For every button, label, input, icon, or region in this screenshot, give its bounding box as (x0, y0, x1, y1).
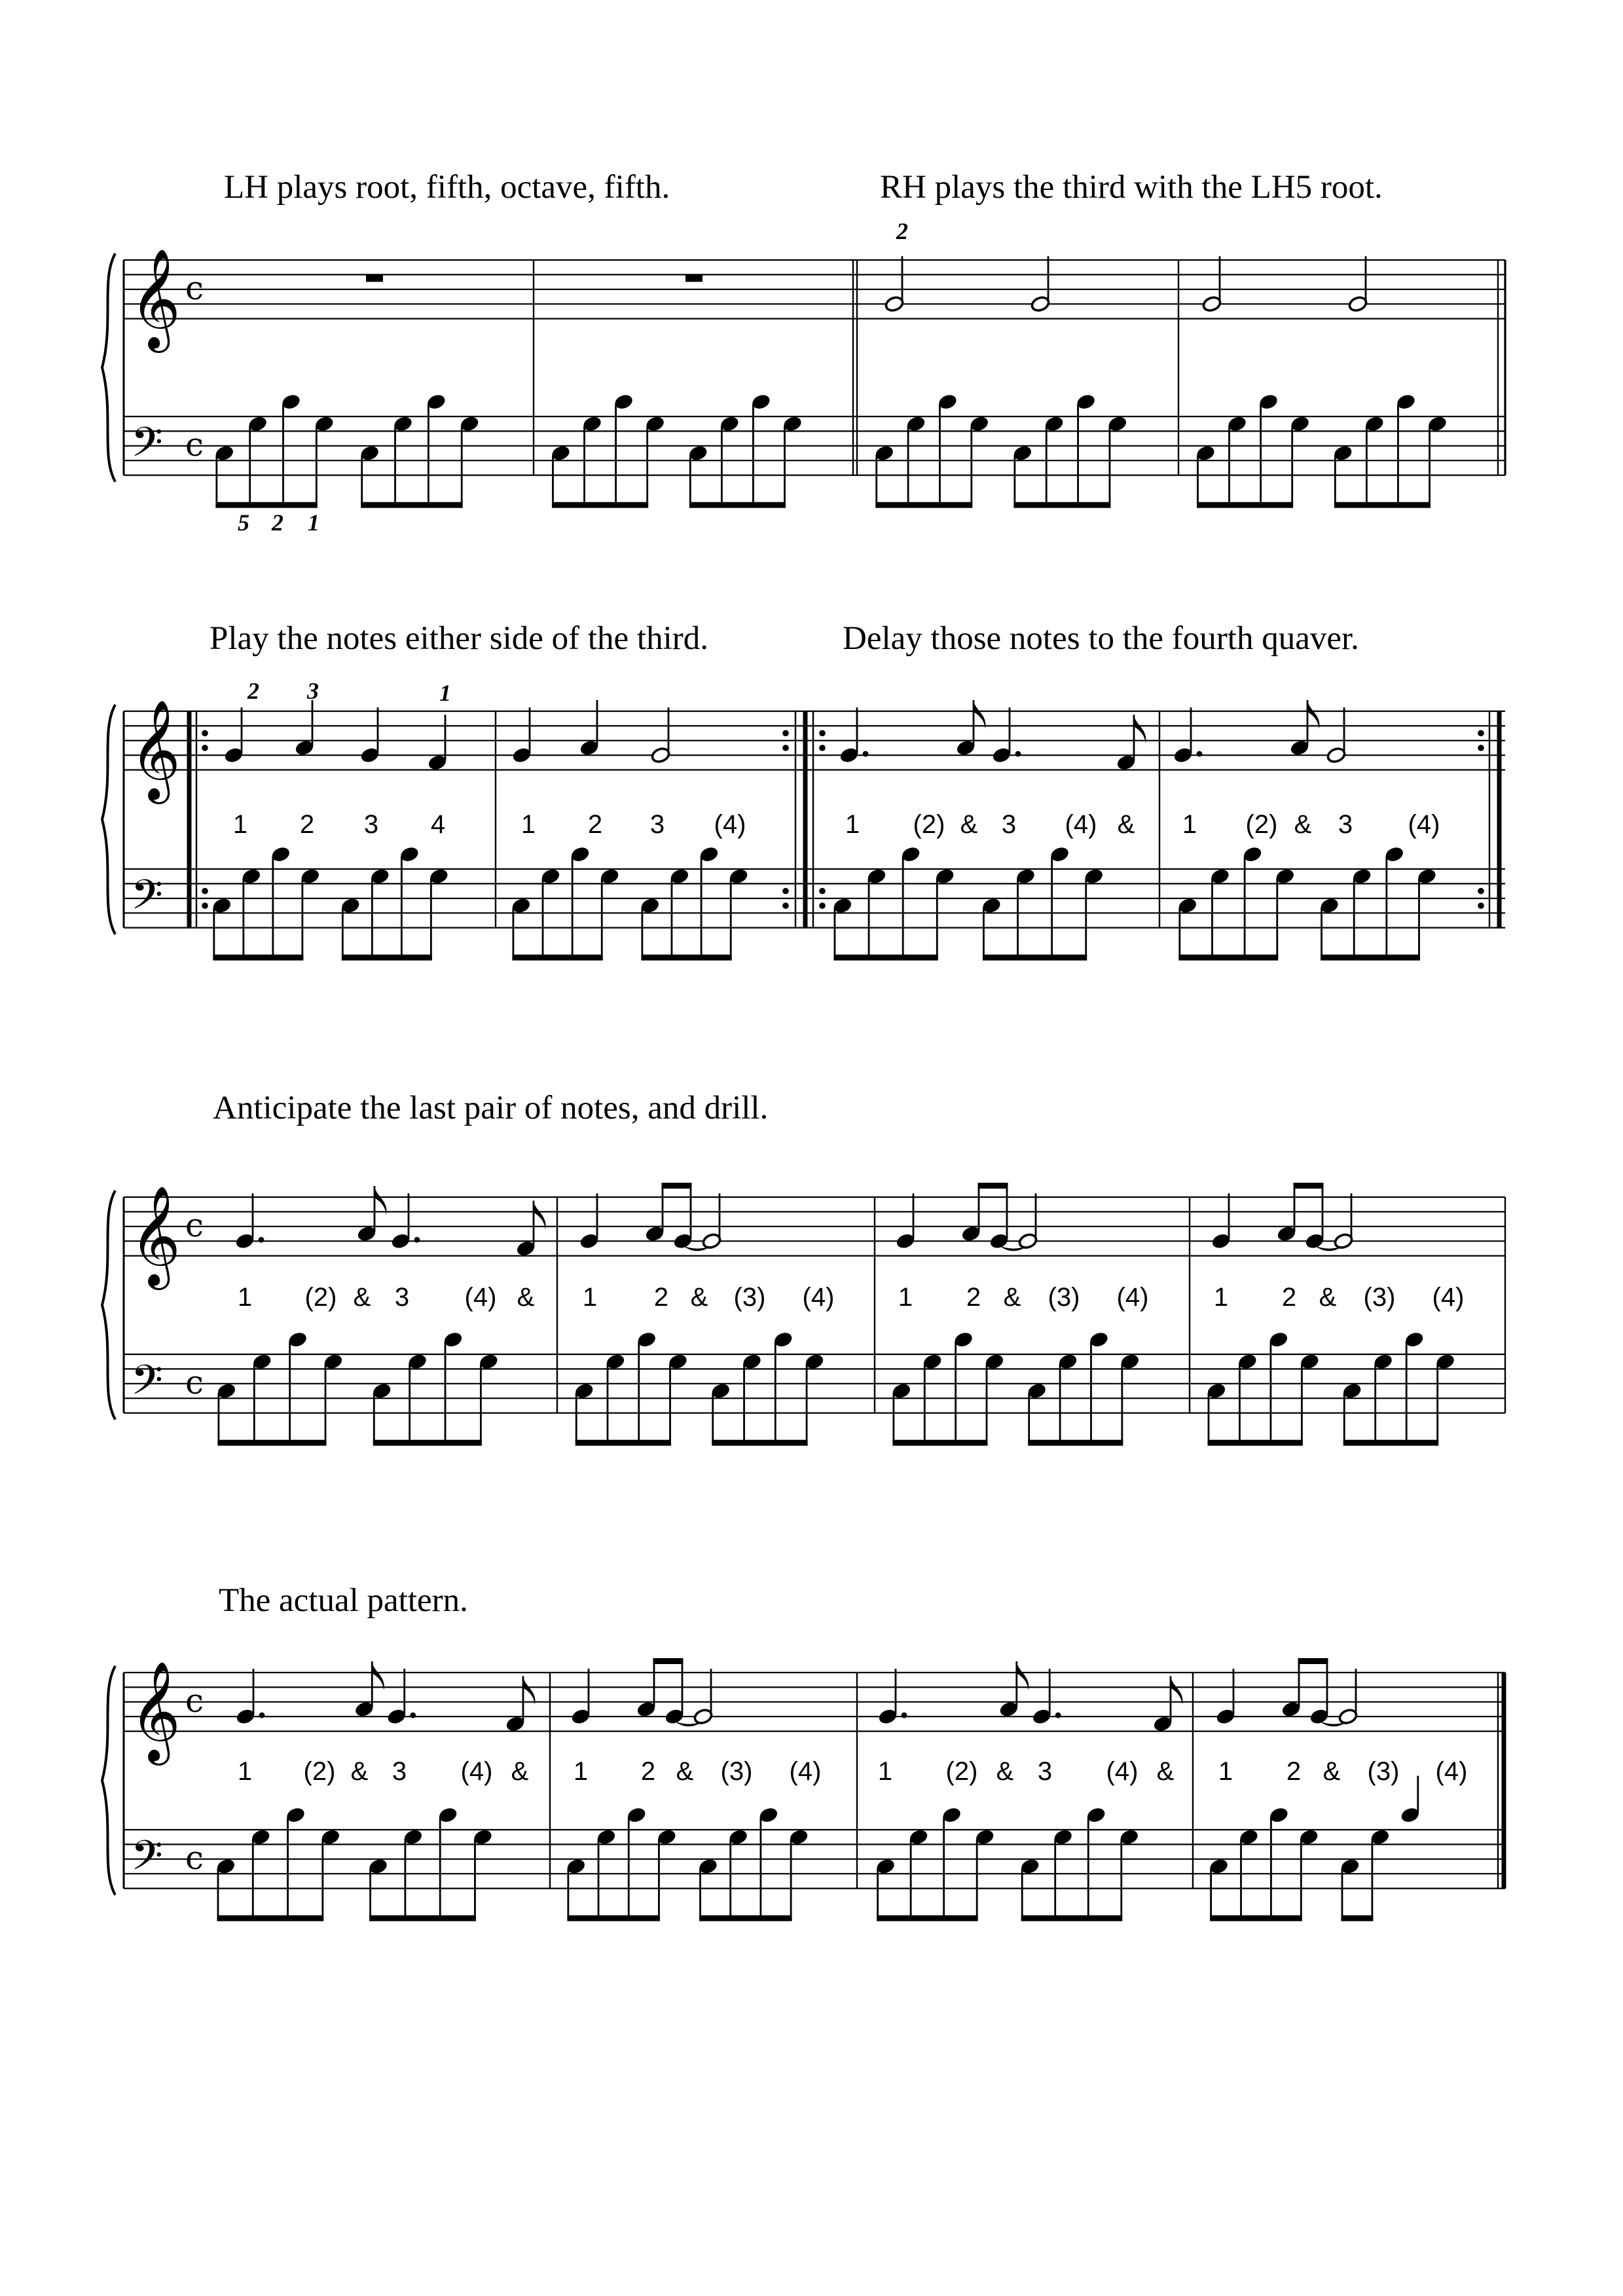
beam (1298, 1658, 1328, 1664)
eighth-flag (974, 700, 986, 729)
beat-count: & (996, 1757, 1014, 1786)
beat-count: & (1003, 1283, 1021, 1312)
beat-count: 1 (845, 810, 860, 839)
eighth-flag (1134, 714, 1146, 743)
beam (215, 502, 317, 508)
beat-count: (3) (1363, 1283, 1396, 1312)
beam (1341, 1916, 1373, 1921)
bass-clef-icon: 𝄢 (131, 870, 163, 929)
repeat-dot (1478, 730, 1484, 737)
common-time-icon: c (185, 1681, 204, 1720)
augmentation-dot (414, 1237, 420, 1243)
beat-count: (4) (1106, 1757, 1139, 1786)
beam (512, 955, 602, 961)
augmentation-dot (259, 1237, 264, 1243)
beat-count: & (1156, 1757, 1175, 1786)
beat-count: 3 (1001, 810, 1017, 839)
beat-count: 1 (237, 1757, 253, 1786)
beat-count: & (517, 1283, 535, 1312)
instruction-caption: The actual pattern. (219, 1582, 468, 1619)
repeat-dot (202, 745, 208, 751)
beat-count: 2 (1286, 1757, 1302, 1786)
beat-count: (2) (303, 1757, 336, 1786)
instruction-caption: Delay those notes to the fourth quaver. (843, 620, 1359, 657)
fingering-number: 2 (896, 218, 908, 244)
beam (662, 1183, 692, 1189)
beat-count: 1 (1213, 1283, 1229, 1312)
system-brace (102, 253, 115, 482)
beam (342, 955, 432, 961)
eighth-flag (534, 1200, 546, 1229)
fingering-number: 2 (272, 509, 283, 536)
beat-count: (4) (1432, 1283, 1465, 1312)
instruction-caption: RH plays the third with the LH5 root. (880, 169, 1383, 206)
beam (1207, 1440, 1302, 1446)
eighth-flag (1017, 1661, 1029, 1690)
repeat-dot (819, 730, 826, 737)
beat-count: (3) (720, 1757, 753, 1786)
beat-count: 2 (653, 1283, 669, 1312)
system-brace (102, 705, 115, 935)
beat-count: 2 (966, 1283, 981, 1312)
common-time-icon: c (185, 1838, 204, 1877)
beam (641, 955, 731, 961)
beat-count: 3 (649, 810, 665, 839)
beam (689, 502, 786, 508)
fingering-number: 1 (439, 680, 451, 706)
beam (552, 502, 648, 508)
augmentation-dot (863, 751, 869, 757)
bass-clef-icon: 𝄢 (131, 1356, 163, 1415)
augmentation-dot (410, 1713, 416, 1718)
instruction-caption: Anticipate the last pair of notes, and drill. (213, 1090, 769, 1126)
treble-clef-icon: 𝄞 (130, 1185, 181, 1286)
repeat-dot (1478, 902, 1484, 909)
beam (983, 955, 1087, 961)
repeat-dot (782, 902, 789, 909)
eighth-flag (1307, 700, 1320, 729)
bass-clef-icon: 𝄢 (131, 1831, 163, 1890)
beat-count: (4) (1435, 1757, 1468, 1786)
repeat-dot (202, 730, 208, 737)
beam (712, 1440, 807, 1446)
beam (369, 1916, 476, 1921)
repeat-dot (782, 888, 789, 895)
beat-count: (3) (733, 1283, 766, 1312)
common-time-icon: c (185, 268, 204, 307)
beam (978, 1183, 1008, 1189)
beam (373, 1440, 482, 1446)
beam (1028, 1440, 1123, 1446)
treble-clef-icon: 𝄞 (130, 1660, 181, 1762)
beat-count: (2) (304, 1283, 337, 1312)
beat-count: 2 (587, 810, 603, 839)
eighth-flag (1171, 1676, 1183, 1705)
beat-count: (4) (1065, 810, 1097, 839)
beam (653, 1658, 684, 1664)
treble-clef-icon: 𝄞 (130, 248, 181, 349)
beat-count: & (960, 810, 978, 839)
beat-count: (4) (460, 1757, 493, 1786)
beat-count: 3 (394, 1283, 410, 1312)
beam (699, 1916, 792, 1921)
beat-count: 2 (299, 810, 315, 839)
system-brace (102, 1666, 115, 1895)
instruction-caption: LH plays root, fifth, octave, fifth. (224, 169, 670, 206)
beat-count: (4) (802, 1283, 835, 1312)
beat-count: (4) (714, 810, 746, 839)
beam (1021, 1916, 1123, 1921)
beam (1294, 1183, 1324, 1189)
beat-count: (4) (1116, 1283, 1149, 1312)
beam (1197, 502, 1293, 508)
repeat-dot (202, 902, 208, 909)
beat-count: 3 (392, 1757, 407, 1786)
eighth-flag (374, 1186, 387, 1215)
beat-count: 1 (520, 810, 536, 839)
beat-count: 3 (1037, 1757, 1053, 1786)
beam (1334, 502, 1431, 508)
beam (877, 1916, 978, 1921)
augmentation-dot (1197, 751, 1203, 757)
beam (217, 1440, 326, 1446)
beat-count: 1 (573, 1757, 589, 1786)
bass-clef-icon: 𝄢 (131, 418, 163, 477)
augmentation-dot (259, 1713, 265, 1718)
beat-count: & (353, 1283, 371, 1312)
beat-count: 1 (1218, 1757, 1233, 1786)
beam (217, 1916, 323, 1921)
beat-count: & (1294, 810, 1312, 839)
beat-count: (2) (1245, 810, 1278, 839)
beat-count: (2) (945, 1757, 978, 1786)
beat-count: & (350, 1757, 369, 1786)
repeat-dot (1478, 888, 1484, 895)
repeat-dot (1478, 745, 1484, 751)
beat-count: & (1319, 1283, 1337, 1312)
beam (892, 1440, 987, 1446)
augmentation-dot (1015, 751, 1021, 757)
treble-clef-icon: 𝄞 (130, 699, 181, 800)
repeat-dot (782, 745, 789, 751)
repeat-dot (819, 745, 826, 751)
augmentation-dot (1055, 1713, 1061, 1718)
beam (1321, 955, 1420, 961)
repeat-dot (819, 888, 826, 895)
beat-count: 2 (1281, 1283, 1297, 1312)
instruction-caption: Play the notes either side of the third. (210, 620, 708, 657)
beam (567, 1916, 660, 1921)
beat-count: 1 (237, 1283, 253, 1312)
beat-count: & (676, 1757, 694, 1786)
beat-count: 1 (877, 1757, 893, 1786)
eighth-flag (523, 1676, 536, 1705)
fingering-number: 2 (247, 678, 259, 704)
eighth-flag (372, 1661, 384, 1690)
whole-rest (685, 274, 702, 282)
beat-count: 1 (582, 1283, 598, 1312)
fingering-number: 3 (307, 678, 319, 704)
fingering-number: 5 (238, 509, 249, 536)
beat-count: & (1117, 810, 1135, 839)
beat-count: 3 (363, 810, 379, 839)
beat-count: 4 (430, 810, 446, 839)
beat-count: 1 (1182, 810, 1197, 839)
common-time-icon: c (185, 425, 204, 464)
beat-count: 3 (1338, 810, 1353, 839)
system-brace (102, 1191, 115, 1420)
beam (833, 955, 938, 961)
augmentation-dot (902, 1713, 907, 1718)
notes-layer (211, 256, 1455, 1921)
beat-count: & (1322, 1757, 1341, 1786)
repeat-dot (782, 730, 789, 737)
repeat-dot (819, 902, 826, 909)
beat-count: (4) (1408, 810, 1440, 839)
beam (1343, 1440, 1438, 1446)
beam (875, 502, 972, 508)
staff-layer (102, 253, 1505, 1895)
beam (1210, 1916, 1302, 1921)
beam (361, 502, 462, 508)
beam (1013, 502, 1110, 508)
beam (575, 1440, 671, 1446)
beat-count: 1 (232, 810, 248, 839)
whole-rest (366, 274, 383, 282)
fingering-number: 1 (308, 509, 319, 536)
common-time-icon: c (185, 1363, 204, 1401)
beam (213, 955, 303, 961)
beat-count: 2 (640, 1757, 656, 1786)
beat-count: (4) (789, 1757, 822, 1786)
beat-count: (3) (1367, 1757, 1400, 1786)
beat-count: & (690, 1283, 708, 1312)
beat-count: 1 (898, 1283, 913, 1312)
common-time-icon: c (185, 1206, 204, 1244)
beat-count: & (511, 1757, 529, 1786)
beat-count: (3) (1048, 1283, 1080, 1312)
beat-count: (4) (464, 1283, 497, 1312)
repeat-dot (202, 888, 208, 895)
beam (1178, 955, 1278, 961)
beat-count: (2) (913, 810, 945, 839)
